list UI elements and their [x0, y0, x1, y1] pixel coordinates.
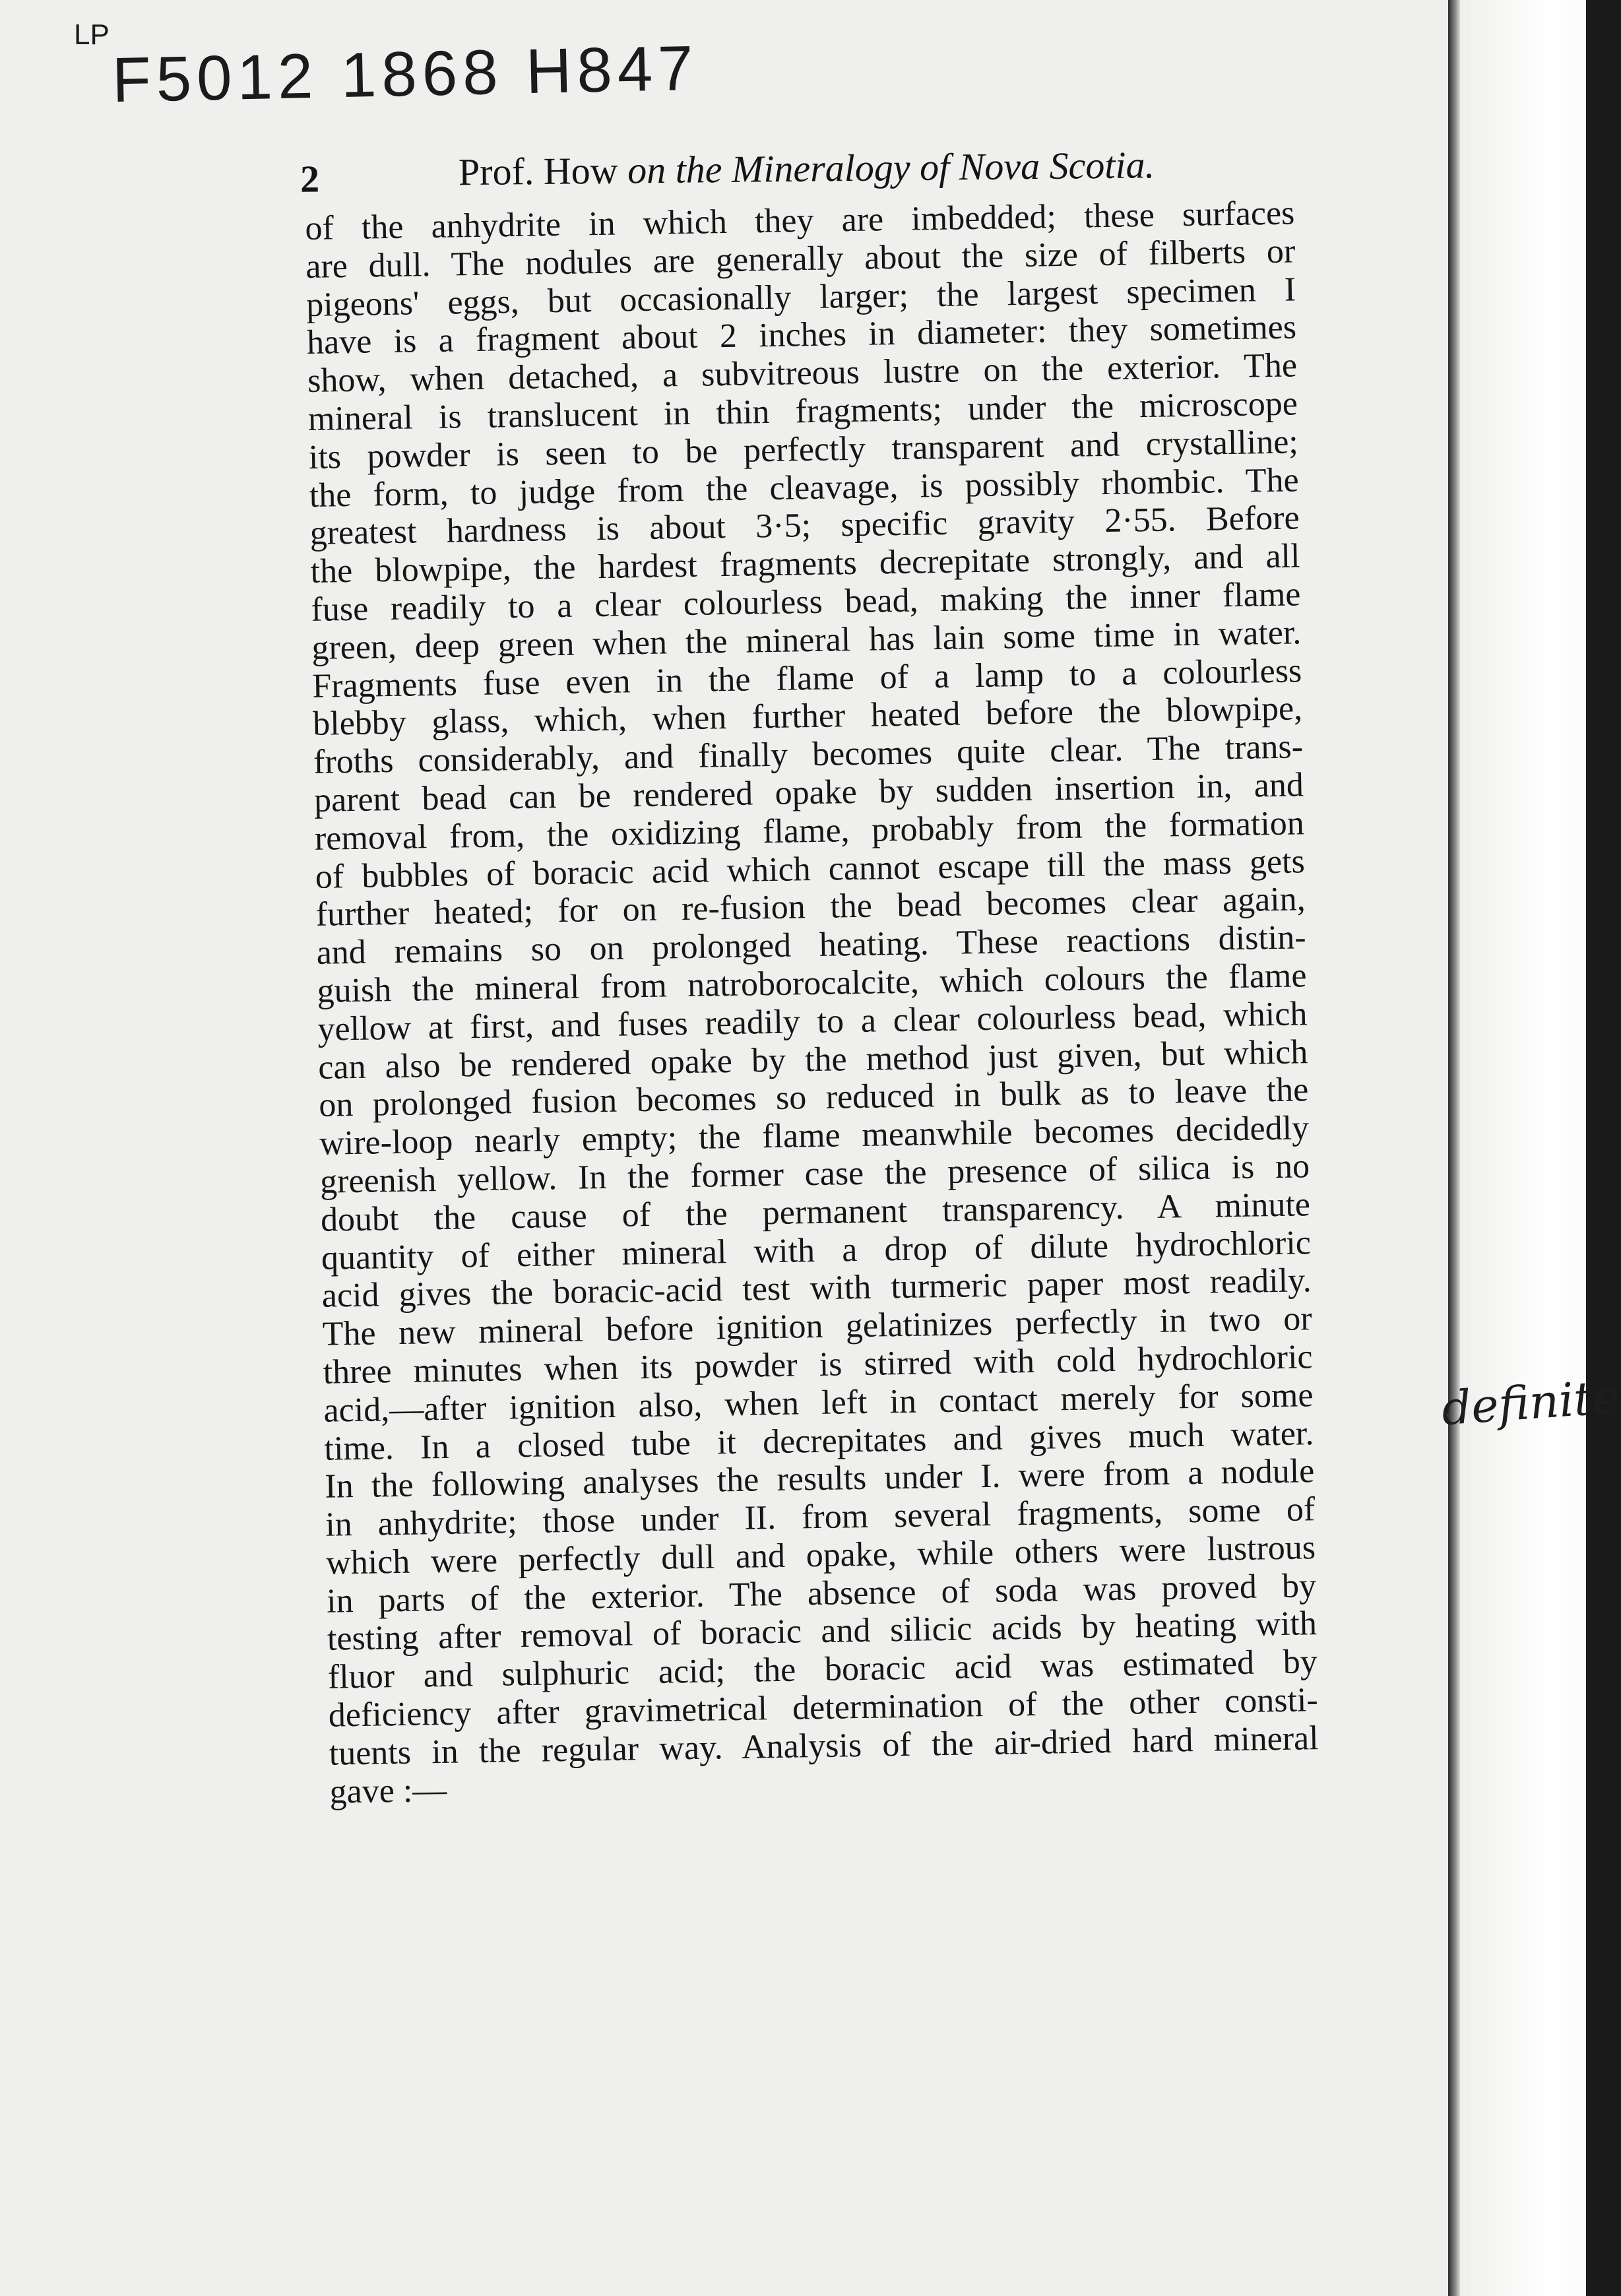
- catalog-mark-prefix: LP: [74, 18, 110, 51]
- text-line: are dull. The nodules are generally about the size of filberts or: [305, 232, 1296, 286]
- text-line: in anhydrite; those under II. from several fragments, some of: [325, 1490, 1316, 1544]
- text-line: the form, to judge from the cleavage, is possibly rhombic. The: [309, 461, 1300, 515]
- text-line: Fragments fuse even in the flame of a lamp to a colourless: [311, 651, 1302, 705]
- text-line: In the following analyses the results under I. were from a nodule: [324, 1452, 1315, 1506]
- running-head: [300, 141, 1277, 204]
- catalog-mark: F5012 1868 H847: [111, 32, 699, 116]
- text-line: further heated; for on re-fusion the bead becomes clear again,: [315, 880, 1306, 934]
- text-line: wire-loop nearly empty; the flame meanwhile becomes decidedly: [319, 1109, 1310, 1163]
- text-line: yellow at first, and fuses readily to a clear colourless bead, which: [317, 995, 1308, 1048]
- text-line: gave :—: [329, 1771, 447, 1811]
- text-line: greenish yellow. In the former case the presence of silica is no: [319, 1147, 1310, 1201]
- text-line: its powder is seen to be perfectly transparent and crystalline;: [308, 423, 1299, 476]
- text-line: greatest hardness is about 3·5; specific gravity 2·55. Before: [309, 499, 1300, 553]
- text-line: three minutes when its powder is stirred with cold hydrochloric: [323, 1338, 1313, 1391]
- text-line: quantity of either mineral with a drop of dilute hydrochloric: [321, 1223, 1312, 1277]
- text-line: The new mineral before ignition gelatinizes perfectly in two or: [322, 1300, 1313, 1353]
- text-line: blebby glass, which, when further heated before the blowpipe,: [312, 689, 1303, 744]
- text-line: on prolonged fusion becomes so reduced in bulk as to leave the: [318, 1071, 1309, 1125]
- text-line: green, deep green when the mineral has lain some time in water.: [311, 614, 1302, 667]
- text-line: deficiency after gravimetrical determination of the other consti-: [328, 1681, 1319, 1735]
- running-head-author: Prof. How: [458, 148, 628, 194]
- text-line: tuents in the regular way. Analysis of the air-dried hard mineral: [329, 1719, 1319, 1773]
- text-line: testing after removal of boracic and silicic acids by heating with: [327, 1605, 1318, 1659]
- text-line: removal from, the oxidizing flame, probably from the formation: [314, 804, 1305, 858]
- text-line: mineral is translucent in thin fragments; under the microscope: [307, 385, 1298, 438]
- text-line: in parts of the exterior. The absence of soda was proved by: [326, 1566, 1317, 1620]
- body-paragraph: [305, 194, 1319, 1811]
- text-line: which were perfectly dull and opake, while others were lustrous: [325, 1529, 1316, 1582]
- text-line: the blowpipe, the hardest fragments decrepitate strongly, and all: [310, 537, 1300, 591]
- text-line: pigeons' eggs, but occasionally larger; the largest specimen I: [305, 271, 1296, 324]
- running-head-italic-title: on the Mineralogy of Nova Scotia.: [627, 143, 1155, 192]
- text-line: fuse readily to a clear colourless bead, making the inner flame: [311, 575, 1301, 629]
- text-line: doubt the cause of the permanent transparency. A minute: [320, 1185, 1311, 1239]
- text-line: can also be rendered opake by the method just given, but which: [317, 1033, 1308, 1087]
- text-line: time. In a closed tube it decrepitates and gives much water.: [324, 1414, 1314, 1468]
- text-line: of bubbles of boracic acid which cannot escape till the mass gets: [315, 842, 1306, 896]
- text-line: parent bead can be rendered opake by sudden insertion in, and: [313, 766, 1304, 819]
- text-line: fluor and sulphuric acid; the boracic acid was estimated by: [327, 1643, 1318, 1697]
- handwritten-margin-note: definite: [1440, 1369, 1621, 1436]
- running-head-title: [459, 143, 1155, 194]
- text-line: froths considerably, and finally becomes quite clear. The trans-: [313, 728, 1304, 782]
- text-line: acid,—after ignition also, when left in contact merely for some: [323, 1376, 1314, 1430]
- text-line: guish the mineral from natroborocalcite, which colours the flame: [317, 957, 1307, 1010]
- text-line: and remains so on prolonged heating. These reactions distin-: [316, 918, 1306, 972]
- text-line: acid gives the boracic-acid test with turmeric paper most readily.: [321, 1261, 1312, 1316]
- page-number: 2: [300, 157, 320, 201]
- page-fold-shadow: [1448, 0, 1460, 2296]
- text-line: show, when detached, a subvitreous lustre on the exterior. The: [307, 346, 1298, 400]
- text-line: have is a fragment about 2 inches in diameter: they sometimes: [306, 308, 1297, 362]
- facing-page-margin: [1471, 0, 1586, 2296]
- text-line: of the anhydrite in which they are imbedded; these surfaces: [305, 194, 1295, 247]
